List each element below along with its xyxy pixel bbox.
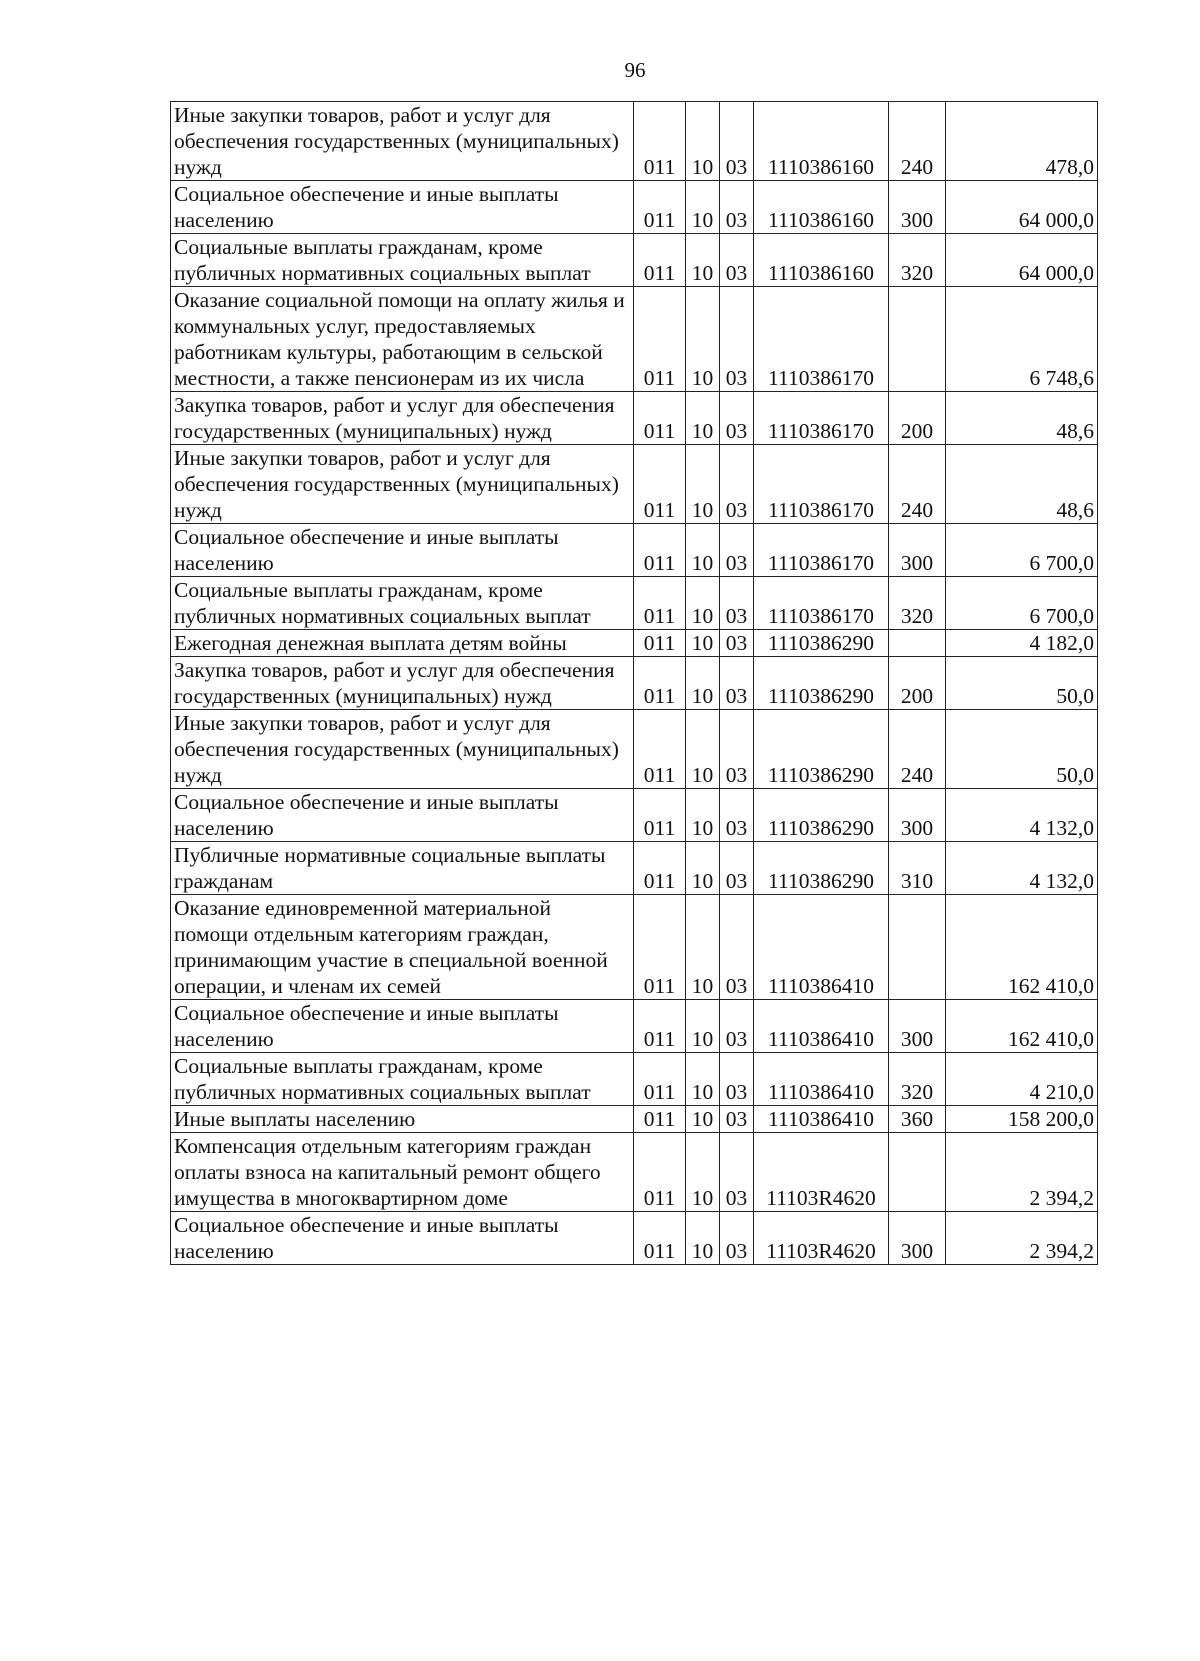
table-row [171, 234, 1098, 287]
row-ministry-code: 011 [634, 181, 686, 234]
row-target-article: 1110386160 [754, 181, 889, 234]
row-description: Публичные нормативные социальные выплаты гражданам [171, 842, 634, 895]
row-amount: 6 700,0 [946, 577, 1098, 630]
row-amount: 2 394,2 [946, 1212, 1098, 1265]
table-row [171, 577, 1098, 630]
row-expense-type: 300 [889, 1212, 946, 1265]
row-expense-type: 310 [889, 842, 946, 895]
row-description: Ежегодная денежная выплата детям войны [171, 630, 634, 657]
row-amount: 64 000,0 [946, 234, 1098, 287]
row-section-code: 10 [686, 1212, 720, 1265]
row-expense-type: 320 [889, 577, 946, 630]
row-section-code: 10 [686, 1053, 720, 1106]
row-expense-type: 240 [889, 445, 946, 524]
row-target-article: 1110386170 [754, 287, 889, 392]
row-section-code: 10 [686, 524, 720, 577]
row-subsection-code: 03 [720, 842, 754, 895]
row-description: Социальные выплаты гражданам, кроме публичных нормативных социальных выплат [171, 577, 634, 630]
row-expense-type: 300 [889, 789, 946, 842]
table-row [171, 842, 1098, 895]
row-subsection-code: 03 [720, 1000, 754, 1053]
row-ministry-code: 011 [634, 1212, 686, 1265]
row-ministry-code: 011 [634, 1106, 686, 1133]
row-description: Иные закупки товаров, работ и услуг для обеспечения государственных (муниципальных) нужд [171, 102, 634, 181]
row-ministry-code: 011 [634, 524, 686, 577]
row-ministry-code: 011 [634, 630, 686, 657]
row-section-code: 10 [686, 445, 720, 524]
table-row [171, 1000, 1098, 1053]
row-amount: 158 200,0 [946, 1106, 1098, 1133]
table-row [171, 1212, 1098, 1265]
row-target-article: 1110386290 [754, 657, 889, 710]
row-amount: 6 748,6 [946, 287, 1098, 392]
table-row [171, 1106, 1098, 1133]
row-section-code: 10 [686, 789, 720, 842]
row-amount: 162 410,0 [946, 1000, 1098, 1053]
row-section-code: 10 [686, 630, 720, 657]
table-row [171, 710, 1098, 789]
row-description: Социальные выплаты гражданам, кроме публичных нормативных социальных выплат [171, 234, 634, 287]
row-section-code: 10 [686, 1133, 720, 1212]
page-number: 96 [624, 58, 646, 82]
row-description: Социальное обеспечение и иные выплаты населению [171, 181, 634, 234]
row-amount: 4 132,0 [946, 789, 1098, 842]
row-section-code: 10 [686, 287, 720, 392]
row-section-code: 10 [686, 842, 720, 895]
budget-table [170, 101, 1098, 1265]
row-subsection-code: 03 [720, 445, 754, 524]
row-section-code: 10 [686, 392, 720, 445]
row-amount: 2 394,2 [946, 1133, 1098, 1212]
table-row [171, 392, 1098, 445]
row-subsection-code: 03 [720, 657, 754, 710]
table-row [171, 895, 1098, 1000]
row-ministry-code: 011 [634, 657, 686, 710]
row-expense-type: 300 [889, 1000, 946, 1053]
table-row [171, 630, 1098, 657]
row-description: Социальное обеспечение и иные выплаты населению [171, 1212, 634, 1265]
row-description: Компенсация отдельным категориям граждан оплаты взноса на капитальный ремонт общего имущества в многоквартирном доме [171, 1133, 634, 1212]
row-section-code: 10 [686, 1000, 720, 1053]
table-row [171, 524, 1098, 577]
row-ministry-code: 011 [634, 234, 686, 287]
row-target-article: 1110386410 [754, 1053, 889, 1106]
row-expense-type: 300 [889, 181, 946, 234]
row-ministry-code: 011 [634, 895, 686, 1000]
row-description: Социальные выплаты гражданам, кроме публичных нормативных социальных выплат [171, 1053, 634, 1106]
row-expense-type: 300 [889, 524, 946, 577]
row-target-article: 11103R4620 [754, 1212, 889, 1265]
row-target-article: 1110386170 [754, 577, 889, 630]
row-ministry-code: 011 [634, 1133, 686, 1212]
row-description: Оказание социальной помощи на оплату жилья и коммунальных услуг, предоставляемых работникам культуры, работающим в сельской местности, а также пенсионерам из их числа [171, 287, 634, 392]
row-target-article: 1110386290 [754, 710, 889, 789]
row-expense-type: 360 [889, 1106, 946, 1133]
row-expense-type: 320 [889, 234, 946, 287]
row-subsection-code: 03 [720, 287, 754, 392]
row-ministry-code: 011 [634, 102, 686, 181]
row-amount: 478,0 [946, 102, 1098, 181]
row-section-code: 10 [686, 102, 720, 181]
row-expense-type [889, 287, 946, 392]
row-description: Закупка товаров, работ и услуг для обеспечения государственных (муниципальных) нужд [171, 392, 634, 445]
row-ministry-code: 011 [634, 1000, 686, 1053]
row-ministry-code: 011 [634, 577, 686, 630]
row-target-article: 1110386410 [754, 895, 889, 1000]
row-ministry-code: 011 [634, 842, 686, 895]
row-description: Иные закупки товаров, работ и услуг для обеспечения государственных (муниципальных) нужд [171, 445, 634, 524]
row-amount: 50,0 [946, 657, 1098, 710]
row-subsection-code: 03 [720, 789, 754, 842]
row-target-article: 1110386410 [754, 1000, 889, 1053]
row-target-article: 1110386290 [754, 789, 889, 842]
table-row [171, 102, 1098, 181]
row-target-article: 1110386170 [754, 392, 889, 445]
table-row [171, 1053, 1098, 1106]
row-amount: 4 182,0 [946, 630, 1098, 657]
row-amount: 162 410,0 [946, 895, 1098, 1000]
table-row [171, 445, 1098, 524]
row-subsection-code: 03 [720, 524, 754, 577]
row-subsection-code: 03 [720, 1133, 754, 1212]
row-expense-type: 320 [889, 1053, 946, 1106]
row-expense-type: 240 [889, 102, 946, 181]
row-subsection-code: 03 [720, 102, 754, 181]
row-amount: 4 132,0 [946, 842, 1098, 895]
row-amount: 48,6 [946, 392, 1098, 445]
row-expense-type: 200 [889, 392, 946, 445]
row-subsection-code: 03 [720, 630, 754, 657]
table-row [171, 287, 1098, 392]
row-target-article: 1110386170 [754, 445, 889, 524]
row-expense-type [889, 895, 946, 1000]
row-expense-type: 200 [889, 657, 946, 710]
row-subsection-code: 03 [720, 577, 754, 630]
row-ministry-code: 011 [634, 287, 686, 392]
row-ministry-code: 011 [634, 392, 686, 445]
table-row [171, 1133, 1098, 1212]
row-section-code: 10 [686, 657, 720, 710]
table-row [171, 181, 1098, 234]
row-subsection-code: 03 [720, 181, 754, 234]
row-target-article: 1110386290 [754, 842, 889, 895]
row-target-article: 11103R4620 [754, 1133, 889, 1212]
table-row [171, 657, 1098, 710]
row-amount: 48,6 [946, 445, 1098, 524]
row-expense-type: 240 [889, 710, 946, 789]
row-ministry-code: 011 [634, 789, 686, 842]
row-subsection-code: 03 [720, 234, 754, 287]
row-ministry-code: 011 [634, 445, 686, 524]
row-description: Социальное обеспечение и иные выплаты населению [171, 1000, 634, 1053]
row-ministry-code: 011 [634, 710, 686, 789]
row-subsection-code: 03 [720, 710, 754, 789]
row-subsection-code: 03 [720, 1212, 754, 1265]
row-section-code: 10 [686, 895, 720, 1000]
row-section-code: 10 [686, 710, 720, 789]
row-description: Оказание единовременной материальной помощи отдельным категориям граждан, принимающим участие в специальной военной операции, и членам их семей [171, 895, 634, 1000]
row-amount: 64 000,0 [946, 181, 1098, 234]
row-target-article: 1110386160 [754, 234, 889, 287]
row-description: Иные выплаты населению [171, 1106, 634, 1133]
table-row [171, 789, 1098, 842]
row-subsection-code: 03 [720, 895, 754, 1000]
row-section-code: 10 [686, 577, 720, 630]
row-ministry-code: 011 [634, 1053, 686, 1106]
row-section-code: 10 [686, 181, 720, 234]
row-section-code: 10 [686, 1106, 720, 1133]
row-amount: 6 700,0 [946, 524, 1098, 577]
row-target-article: 1110386170 [754, 524, 889, 577]
row-subsection-code: 03 [720, 1053, 754, 1106]
row-description: Социальное обеспечение и иные выплаты населению [171, 524, 634, 577]
row-subsection-code: 03 [720, 392, 754, 445]
budget-table-body [171, 102, 1098, 1265]
row-target-article: 1110386160 [754, 102, 889, 181]
row-section-code: 10 [686, 234, 720, 287]
row-target-article: 1110386410 [754, 1106, 889, 1133]
row-description: Социальное обеспечение и иные выплаты населению [171, 789, 634, 842]
row-amount: 4 210,0 [946, 1053, 1098, 1106]
row-target-article: 1110386290 [754, 630, 889, 657]
row-amount: 50,0 [946, 710, 1098, 789]
row-expense-type [889, 630, 946, 657]
row-subsection-code: 03 [720, 1106, 754, 1133]
row-description: Иные закупки товаров, работ и услуг для обеспечения государственных (муниципальных) нужд [171, 710, 634, 789]
row-description: Закупка товаров, работ и услуг для обеспечения государственных (муниципальных) нужд [171, 657, 634, 710]
row-expense-type [889, 1133, 946, 1212]
